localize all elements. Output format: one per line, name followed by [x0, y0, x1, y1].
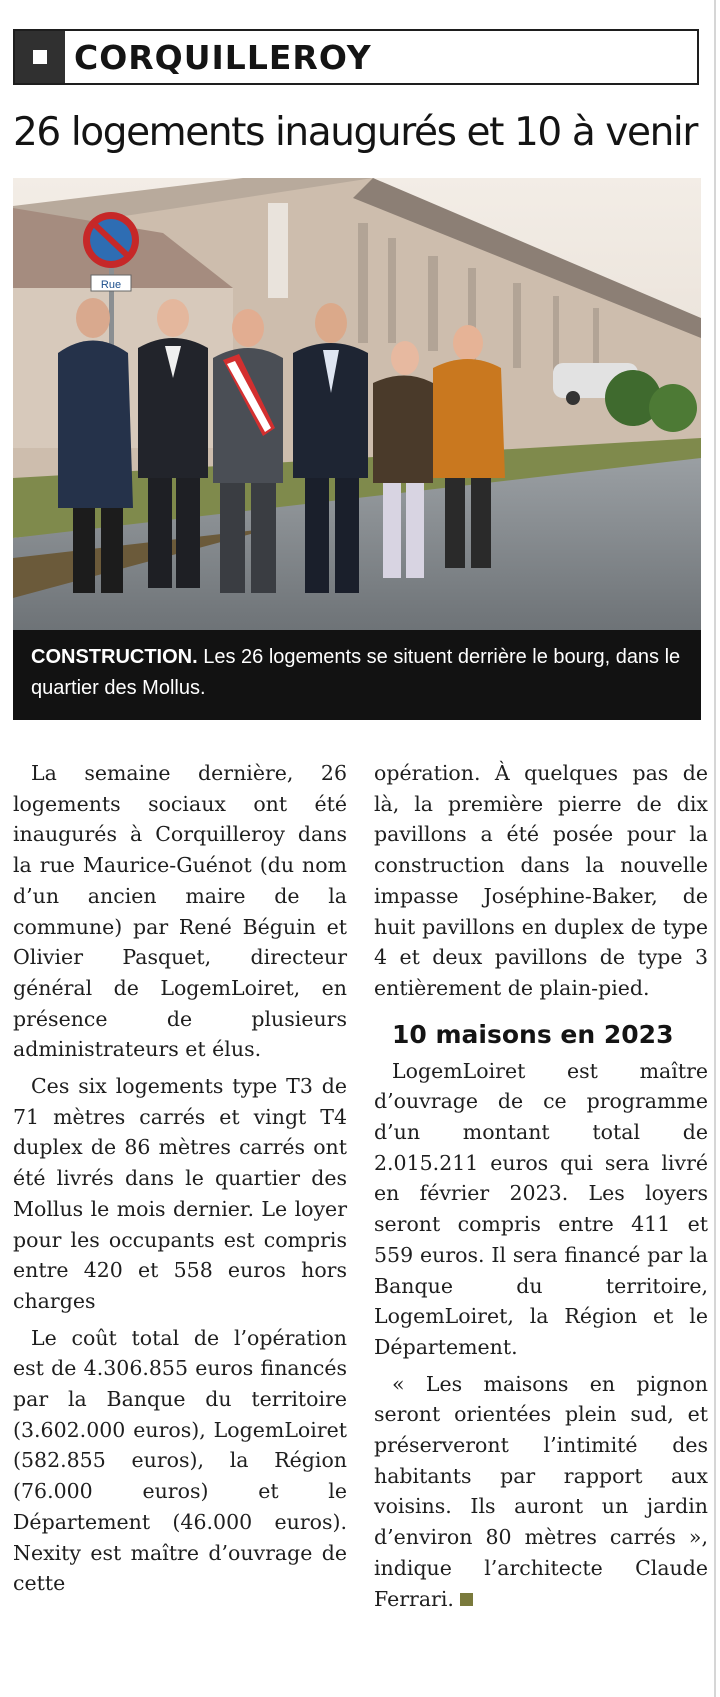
article-headline: 26 logements inaugurés et 10 à venir — [13, 110, 697, 155]
kicker-square-icon — [15, 31, 65, 83]
photo-illustration — [13, 178, 701, 630]
article-photo — [13, 178, 701, 630]
body-paragraph-5 — [374, 1369, 708, 1615]
section-name: CORQUILLEROY — [74, 37, 372, 77]
page-edge-rule — [714, 0, 716, 1697]
sign-plate-label: Rue — [100, 279, 122, 291]
article-subhead: 10 maisons en 2023 — [392, 1019, 674, 1049]
body-paragraph-1: La semaine dernière, 26 logements sociaux ont été inaugurés à Corquilleroy dans la rue Maurice-Guénot (du nom d’un ancien maire de la commune) par René Béguin et Olivier Pasquet, directeur général de LogemLoiret, en présence de plusieurs administrateurs et élus. — [13, 761, 347, 1062]
article-column-right — [374, 758, 708, 1620]
end-of-article-square-icon — [460, 1593, 473, 1606]
body-paragraph-4: LogemLoiret est maître d’ouvrage de ce programme d’un montant total de 2.015.211 euros qui sera livré en février 2023. Les loyers seront compris entre 411 et 559 euros. Il sera financé par la Banque du territoire, LogemLoiret, la Région et le Département. — [374, 1058, 708, 1359]
caption-text: Les 26 logements se situent derrière le bourg, dans le quartier des Mollus. — [31, 646, 681, 699]
section-kicker — [13, 29, 699, 85]
body-paragraph-3-continued: opération. À quelques pas de là, la première pierre de dix pavillons a été posée pour la construction dans la nouvelle impasse Joséphine-Baker, de huit pavillons en duplex de type 4 et deux pavillons de type 3 entièrement de plain-pied. — [374, 761, 708, 1000]
body-paragraph-2: Ces six logements type T3 de 71 mètres carrés et vingt T4 duplex de 86 mètres carrés ont été livrés dans le quartier des Mollus le mois dernier. Le loyer pour les occupants est compris entre 420 et 558 euros hors charges — [13, 1074, 347, 1313]
caption-lead: CONSTRUCTION. — [31, 646, 198, 668]
body-paragraph-3: Le coût total de l’opération est de 4.306.855 euros financés par la Banque du territoire (3.602.000 euros), LogemLoiret (582.855 euros), la Région (76.000 euros) et le Département (46.000 euros). Nexity est maître d’ouvrage de cette — [13, 1325, 347, 1596]
body-paragraph-5-text: « Les maisons en pignon seront orientées plein sud, et préserveront l’intimité des habitants par rapport aux voisins. Ils auront un jardin d’environ 80 mètres carrés », indique l’architecte Claude Ferrari. — [374, 1371, 708, 1611]
article-column-left — [13, 758, 347, 1605]
photo-caption — [13, 630, 701, 720]
